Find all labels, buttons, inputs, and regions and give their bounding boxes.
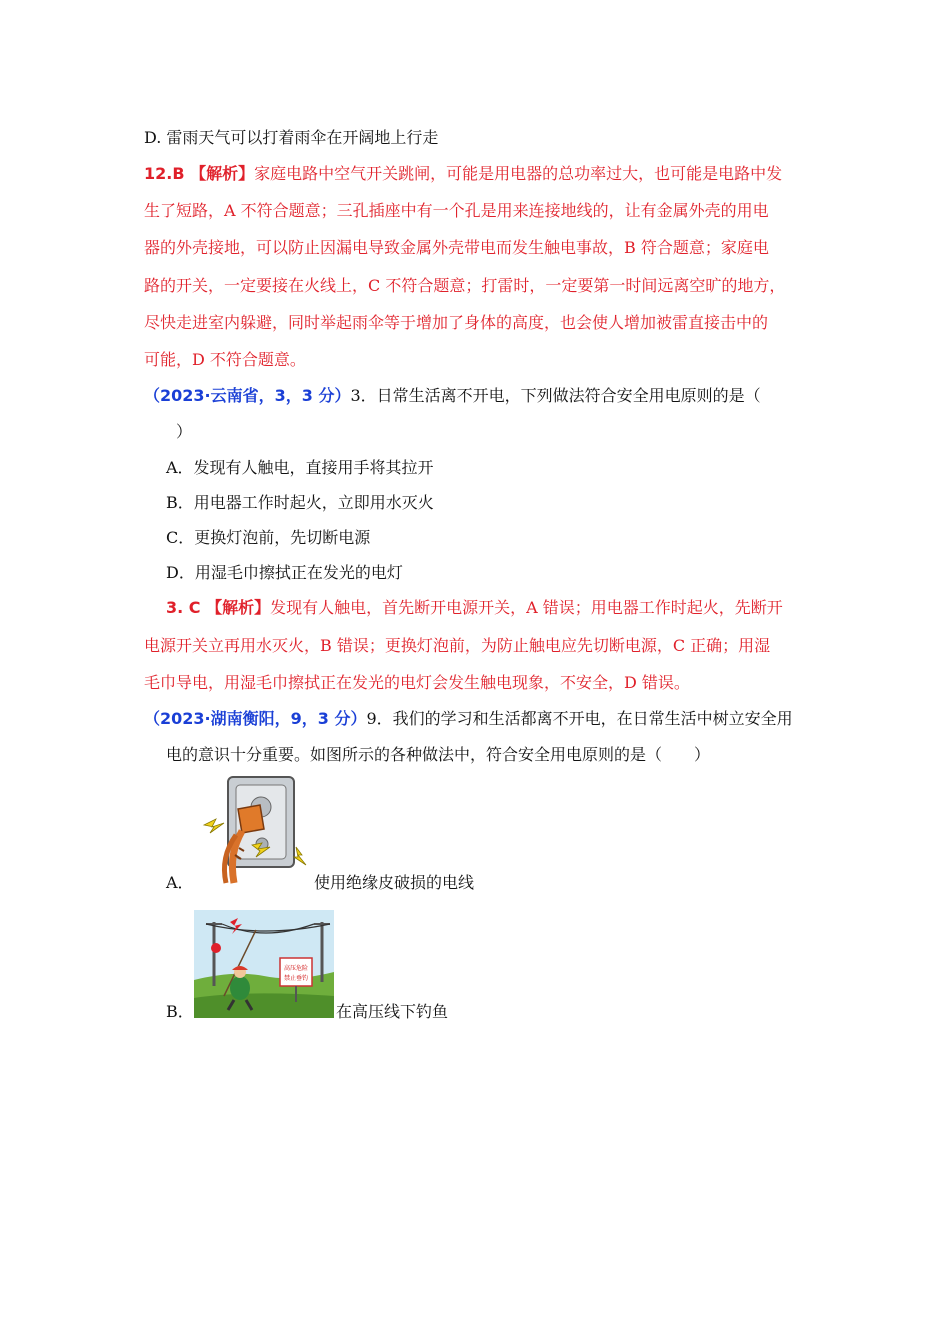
q9-option-b-label: B． — [166, 1002, 194, 1021]
ans12-line-6: 可能，D 不符合题意。 — [144, 350, 306, 369]
q9-stem-line-1 — [144, 709, 793, 729]
q9-option-a-label: A． — [166, 873, 194, 892]
ans3-text-1: 发现有人触电，首先断开电源开关，A 错误；用电器工作时起火，先断开 — [270, 598, 783, 617]
q11-option-d: D. 雷雨天气可以打着雨伞在开阔地上行走 — [144, 128, 439, 147]
q9-stem-text: 9．我们的学习和生活都离不开电，在日常生活中树立安全用 — [366, 709, 793, 728]
q3-stem-line-2: ） — [176, 422, 193, 441]
ans12-line-3: 器的外壳接地，可以防止因漏电导致金属外壳带电而发生触电事故，B 符合题意；家庭电 — [144, 238, 769, 257]
q9-option-b-text: 在高压线下钓鱼 — [336, 1002, 449, 1021]
warning-sign-text-1: 高压危险 — [283, 965, 309, 972]
ans12-line-5: 尽快走进室内躲避，同时举起雨伞等于增加了身体的高度，也会使人增加被雷直接击中的 — [144, 313, 769, 332]
q9-option-a-text: 使用绝缘皮破损的电线 — [314, 873, 475, 892]
fishing-under-power-line-figure — [194, 910, 334, 1018]
q3-stem-text: 3．日常生活离不开电，下列做法符合安全用电原则的是（ — [350, 386, 761, 405]
q9-source: （2023·湖南衡阳，9，3 分） — [144, 709, 367, 728]
q3-option-a: A．发现有人触电，直接用手将其拉开 — [166, 458, 434, 477]
q3-option-b: B．用电器工作时起火，立即用水灭火 — [166, 493, 434, 512]
ans3-line-2: 电源开关立再用水灭火，B 错误；更换灯泡前，为防止触电应先切断电源，C 正确；用湿 — [144, 636, 771, 655]
q3-stem-line-1 — [144, 386, 761, 406]
ans12-line-1 — [144, 164, 782, 184]
ans3-lead: 3. C 【解析】 — [166, 598, 271, 617]
ans12-text-1: 家庭电路中空气开关跳闸，可能是用电器的总功率过大，也可能是电路中发 — [254, 164, 783, 183]
q3-option-d: D．用湿毛巾擦拭正在发光的电灯 — [166, 563, 403, 582]
damaged-wire-socket-figure — [190, 775, 312, 885]
ans12-lead: 12.B 【解析】 — [144, 164, 255, 183]
ans12-line-4: 路的开关，一定要接在火线上，C 不符合题意；打雷时，一定要第一时间远离空旷的地方， — [144, 276, 786, 295]
q9-stem-line-2: 电的意识十分重要。如图所示的各种做法中，符合安全用电原则的是（ ） — [166, 745, 711, 764]
q3-source: （2023·云南省，3，3 分） — [144, 386, 351, 405]
warning-sign-text-2: 禁止垂钓 — [283, 975, 309, 982]
q3-option-c: C．更换灯泡前，先切断电源 — [166, 528, 371, 547]
ans12-line-2: 生了短路，A 不符合题意；三孔插座中有一个孔是用来连接地线的，让有金属外壳的用电 — [144, 201, 769, 220]
ans3-line-1 — [166, 598, 783, 618]
ans3-line-3: 毛巾导电，用湿毛巾擦拭正在发光的电灯会发生触电现象，不安全，D 错误。 — [144, 673, 690, 692]
